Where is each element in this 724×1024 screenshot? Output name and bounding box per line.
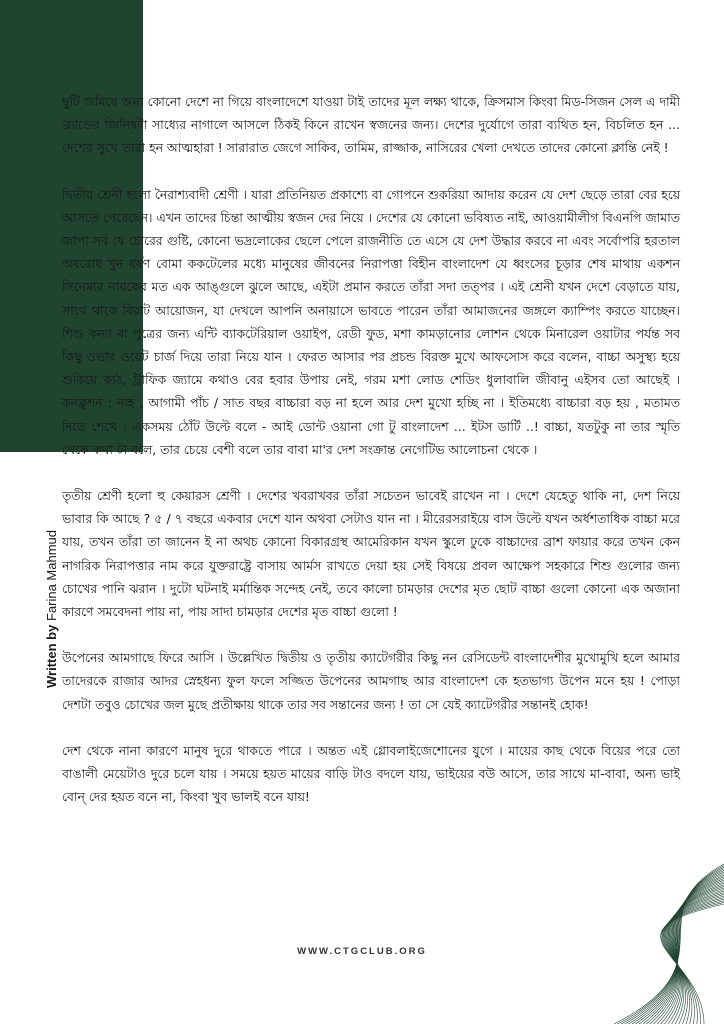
paragraph-1: ছুটি জমিয়ে অন্য কোনো দেশে না গিয়ে বাংলাদেশে যাওয়া টাই তাদের মূল লক্ষ্য থাকে, ক্রিসমাস কিংবা মিড-সিজন সেল এ দামী ব্র্যান্ডের জিনিষটা সাধ্যের নাগালে আসলে ঠিকই কিনে রাখেন স্বজনের জন্য। দেশের দুর্যোগে তারা ব্যথিত হন, বিচলিত হন ... দেশের সুখে তারা হন আত্মহারা ! সারারাত জেগে সাকিব, তামিম, রাজ্জাক, নাসিরের খেলা দেখতে তাদের কোনো ক্লান্তি নেই !: [62, 94, 680, 156]
paragraph-2: দ্বিতীয় শ্রেনী হলো নৈরাশ্যবাদী শ্রেণী । যারা প্রতিনিয়ত প্রকাশ্যে বা গোপনে শুকরিয়া আদায় করেন যে দেশ ছেড়ে তারা বের হয়ে আসতে পেরেছেন। এখন তাদের চিন্তা আত্মীয় স্বজন দের নিয়ে । দেশের যে কোনো ভবিষ্যত নাই, আওয়ামীলীগ বিএনপি জামাত জাপা সব যে চোরের গুষ্টি, কোনো ভদ্রলোকের ছেলে পেলে রাজনীতি তে এসে যে দেশ উদ্ধার করবে না এবং সর্বোপরি হরতাল অবরোধ খুন ধর্ষণ বোমা ককটেলের মধ্যে মানুষের জীবনের নিরাপত্তা বিহীন বাংলাদেশ যে ধ্বংসের চূড়ার শেষ মাথায় একশন সিনেমার নায়কের মত এক আঙ্গুলে ঝুলে আছে, এইটা প্রমান করতে তাঁরা সদা তত্পর । এই শ্রেনী যখন দেশে বেড়াতে যায়, সাথে থাকে বিরাট আয়োজন, যা দেখলে আপনি অনায়াসে ভাবতে পারেন তাঁরা আমাজনের জঙ্গলে ক্যাম্পিং করতে যাচ্ছেন। শিশু কন্যা বা পুত্রের জন্য এন্টি ব্যাকটেরিয়াল ওয়াইপ, রেডী ফুড, মশা কামড়ানোর লোশন থেকে মিনারেল ওয়াটার পর্যন্ত সব কিছু ওভার ওয়েট চার্জ দিয়ে তারা নিয়ে যান । ফেরত আসার পর প্রচন্ড বিরক্ত মুখে আফসোস করে বলেন, বাচ্চা অসুস্থ্য হয়ে শুকিয়ে কাঠ, ট্রাফিক জ্যামে কথাও বের হবার উপায় নেই, গরম মশা লোড শেডিং ধুলাবালি জীবানু এইসব তো আছেই । কনক্লুশন : নাহ , আগামী পাঁচ / সাত বছর বাচ্চারা বড় না হলে আর দেশ মুখো হচ্ছি না । ইতিমধ্যে বাচ্চারা বড় হয় , মতামত দিতে শেখে । একসময় ঠোঁট উল্টে বলে - আই ডোন্ট ওয়ানা গো টু বাংলাদেশ ... ইটস ডার্টি ..! বাচ্চা, যতটুকু না তার স্মৃতি থেকে কথা টা বলে, তার চেয়ে বেশী বলে তার বাবা মা'র দেশ সংক্রান্ত নেগেটিভ আলোচনা থেকে ।: [62, 186, 680, 457]
paragraph-3: তৃতীয় শ্রেণী হলো হু কেয়ারস শ্রেণী । দেশের খবরাখবর তাঁরা সচেতন ভাবেই রাখেন না । দেশে যেহেতু থাকি না, দেশ নিয়ে ভাবার কি আছে ? ৫ / ৭ বছরে একবার দেশে যান অথবা সেটাও যান না । মীরেরসরাইয়ে বাস উল্টে যখন অর্ধশতাধিক বাচ্চা মরে যায়, তখন তাঁরা তা জানেন ই না অথচ কোনো বিকারগ্রস্থ আমেরিকান যখন স্কুলে ঢুকে বাচ্চাদের ব্রাশ ফায়ার করে তখন কেন নাগরিক নিরাপত্তার নাম করে যুক্তরাষ্ট্রে বাসায় আর্মস রাখতে দেয়া হয় সেই বিষয়ে প্রবল আক্ষেপ সহকারে শিশু গুলোর জন্য চোখের পানি ঝরান । দুটো ঘটনাই মর্মান্তিক সন্দেহ নেই, তবে কালো চামড়ার দেশের মৃত ছোট বাচ্চা গুলো কোনো এক অজানা কারণে সমবেদনা পায় না, পায় সাদা চামড়ার দেশের মৃত বাচ্চা গুলো !: [62, 488, 680, 620]
wave-line: [666, 893, 724, 1024]
wave-line: [614, 864, 724, 1024]
footer-url: WWW.CTGCLUB.ORG: [297, 946, 427, 957]
wave-lines-ornament: [574, 854, 724, 1024]
article-body: [62, 90, 680, 831]
author-prefix: Written by: [44, 624, 59, 688]
paragraph-5: দেশ থেকে নানা কারণে মানুষ দুরে থাকতে পারে । অন্তত এই গ্লোবলাইজেশোনের যুগে । মায়ের কাছ থেকে বিয়ের পরে তো বাঙালী মেয়েটাও দুরে চলে যায় । সময়ে হয়ত মায়ের বাড়ি টাও বদলে যায়, ভাইয়ের বউ আসে, তার সাথে মা-বাবা, অন্য ভাই বোন্ দের হয়ত বনে না, কিংবা খুব ভালই বনে যায়!: [62, 742, 680, 805]
paragraph-4: উপেনের আমগাছে ফিরে আসি । উল্লেখিত দ্বিতীয় ও তৃতীয় ক্যাটেগরীর কিছু নন রেসিডেন্ট বাংলাদেশীর মুখোমুখি হলে আমার তাদেরকে রাজার আদর স্নেহধন্য ফুল ফলে সজ্জিত উপেনের আমগাছ আর বাংলাদেশ কে হতভাগ্য উপেন মনে হয় ! পোড়া দেশটা তবুও চোখের জল মুছে প্রতীক্ষায় থাকে তার সব সন্তানের জন্য ! তা সে যেই ক্যাটেগরীর সন্তানই হোক!: [62, 650, 680, 712]
author-name: Farina Mahmud: [44, 530, 59, 622]
